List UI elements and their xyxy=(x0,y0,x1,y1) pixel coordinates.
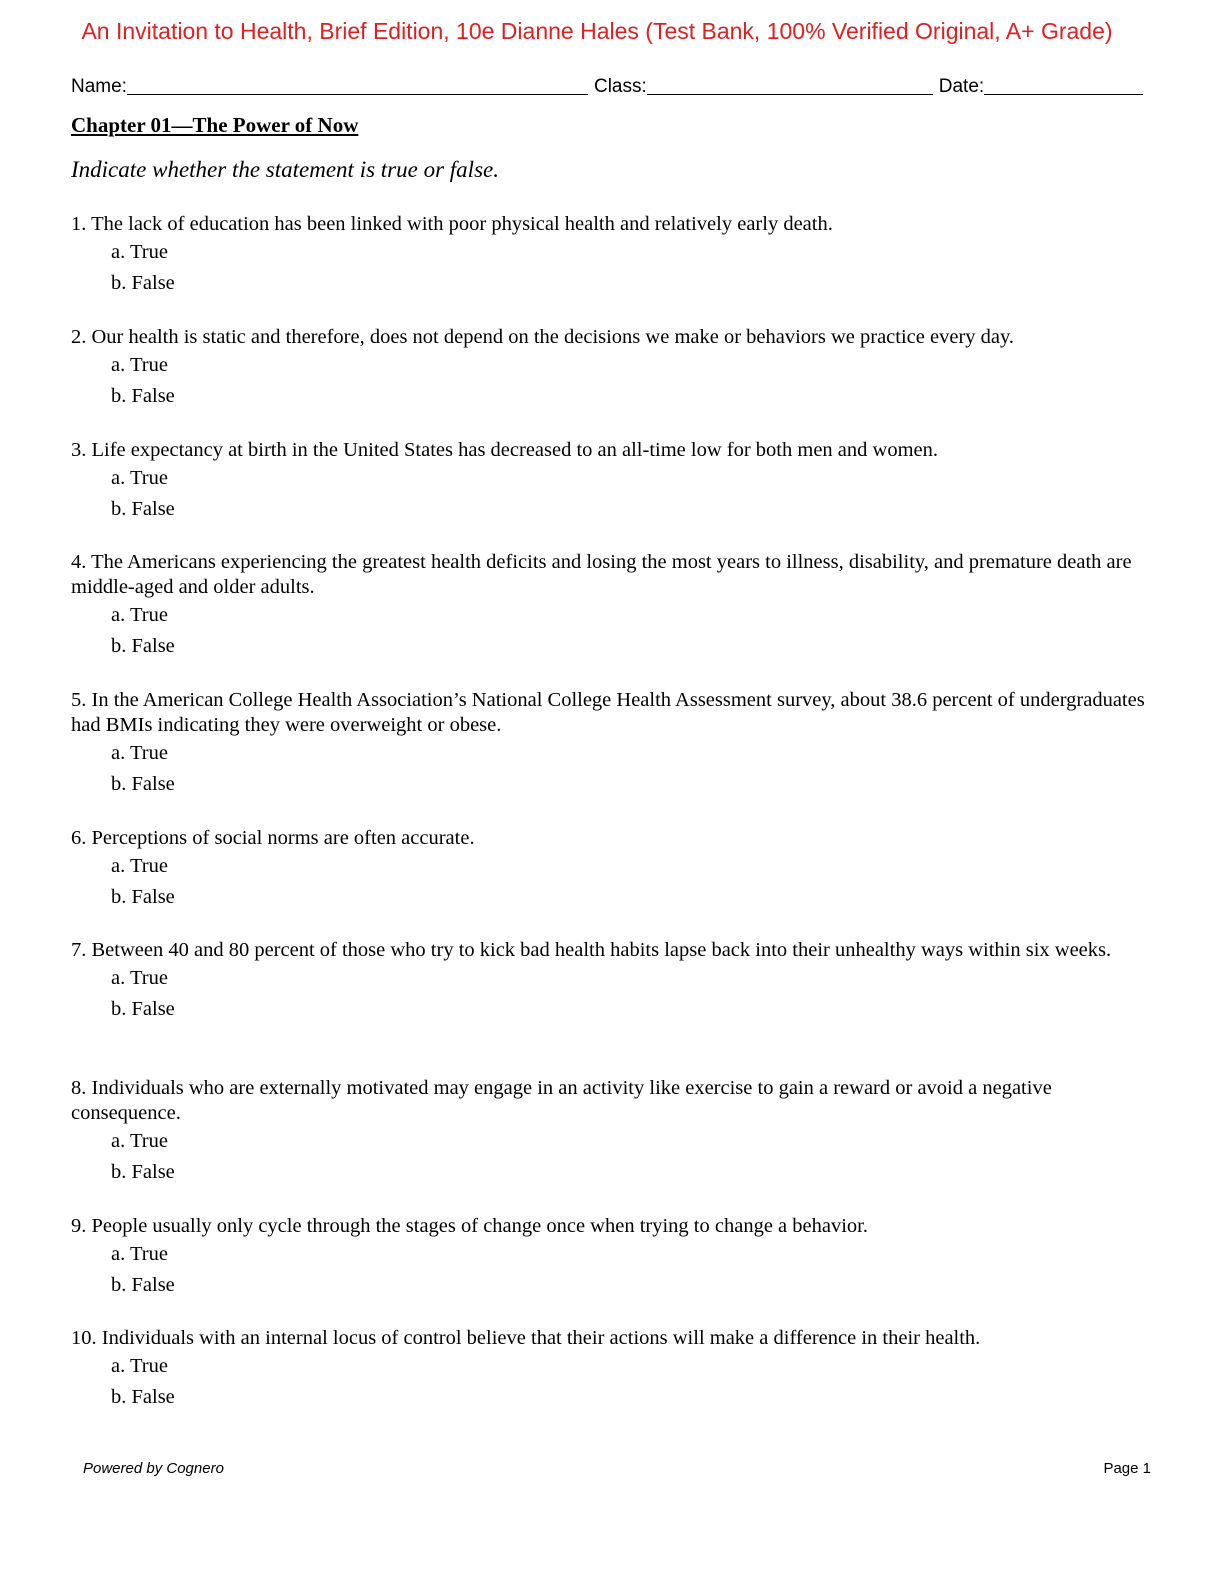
name-blank xyxy=(127,72,588,95)
option-false[interactable]: b. False xyxy=(111,998,175,1020)
option-true[interactable]: a. True xyxy=(111,1355,168,1377)
option-true[interactable]: a. True xyxy=(111,354,168,376)
question-item xyxy=(71,325,1151,409)
option-false[interactable]: b. False xyxy=(111,498,175,520)
option-true[interactable]: a. True xyxy=(111,1243,168,1265)
question-item xyxy=(71,688,1151,797)
question-text: 7. Between 40 and 80 percent of those who try to kick bad health habits lapse back into their unhealthy ways within six weeks. xyxy=(71,939,1112,961)
question-text: 4. The Americans experiencing the greatest health deficits and losing the most years to illness, disability, and premature death are middle-aged and older adults. xyxy=(71,551,1132,598)
option-false[interactable]: b. False xyxy=(111,1274,175,1296)
date-label: Date: xyxy=(938,76,985,97)
question-text: 10. Individuals with an internal locus of control believe that their actions will make a difference in their health. xyxy=(71,1327,981,1349)
option-true[interactable]: a. True xyxy=(111,241,168,263)
date-blank xyxy=(984,72,1143,95)
student-info-row xyxy=(71,70,1143,98)
chapter-title: Chapter 01—The Power of Now xyxy=(71,113,359,137)
question-item xyxy=(71,1214,1151,1298)
option-false[interactable]: b. False xyxy=(111,635,175,657)
instruction-text: Indicate whether the statement is true or false. xyxy=(71,157,499,182)
question-item xyxy=(71,550,1151,659)
option-true[interactable]: a. True xyxy=(111,855,168,877)
document-banner: An Invitation to Health, Brief Edition, 10e Dianne Hales (Test Bank, 100% Verified Original, A+ Grade) xyxy=(81,18,1113,44)
class-label: Class: xyxy=(593,76,647,97)
option-false[interactable]: b. False xyxy=(111,1161,175,1183)
question-text: 8. Individuals who are externally motivated may engage in an activity like exercise to gain a reward or avoid a negative consequence. xyxy=(71,1077,1052,1124)
question-text: 9. People usually only cycle through the stages of change once when trying to change a behavior. xyxy=(71,1215,868,1237)
question-item xyxy=(71,1076,1151,1185)
question-text: 1. The lack of education has been linked with poor physical health and relatively early death. xyxy=(71,213,833,235)
option-false[interactable]: b. False xyxy=(111,272,175,294)
question-text: 6. Perceptions of social norms are often accurate. xyxy=(71,827,475,849)
option-true[interactable]: a. True xyxy=(111,1130,168,1152)
question-text: 5. In the American College Health Association’s National College Health Assessment survey, about 38.6 percent of undergraduates had BMIs indicating they were overweight or obese. xyxy=(71,689,1145,736)
class-blank xyxy=(647,72,933,95)
option-false[interactable]: b. False xyxy=(111,1386,175,1408)
option-false[interactable]: b. False xyxy=(111,886,175,908)
option-true[interactable]: a. True xyxy=(111,467,168,489)
option-true[interactable]: a. True xyxy=(111,967,168,989)
page-number: Page 1 xyxy=(1103,1460,1151,1477)
option-true[interactable]: a. True xyxy=(111,742,168,764)
question-text: 2. Our health is static and therefore, does not depend on the decisions we make or behaviors we practice every day. xyxy=(71,326,1015,348)
name-label: Name: xyxy=(71,76,127,97)
question-item xyxy=(71,938,1151,1022)
option-true[interactable]: a. True xyxy=(111,604,168,626)
option-false[interactable]: b. False xyxy=(111,385,175,407)
question-text: 3. Life expectancy at birth in the United States has decreased to an all-time low for both men and women. xyxy=(71,439,938,461)
question-item xyxy=(71,1326,1151,1410)
footer-powered-by: Powered by Cognero xyxy=(83,1460,224,1477)
option-false[interactable]: b. False xyxy=(111,773,175,795)
question-item xyxy=(71,438,1151,522)
question-item xyxy=(71,212,1151,296)
question-item xyxy=(71,826,1151,910)
